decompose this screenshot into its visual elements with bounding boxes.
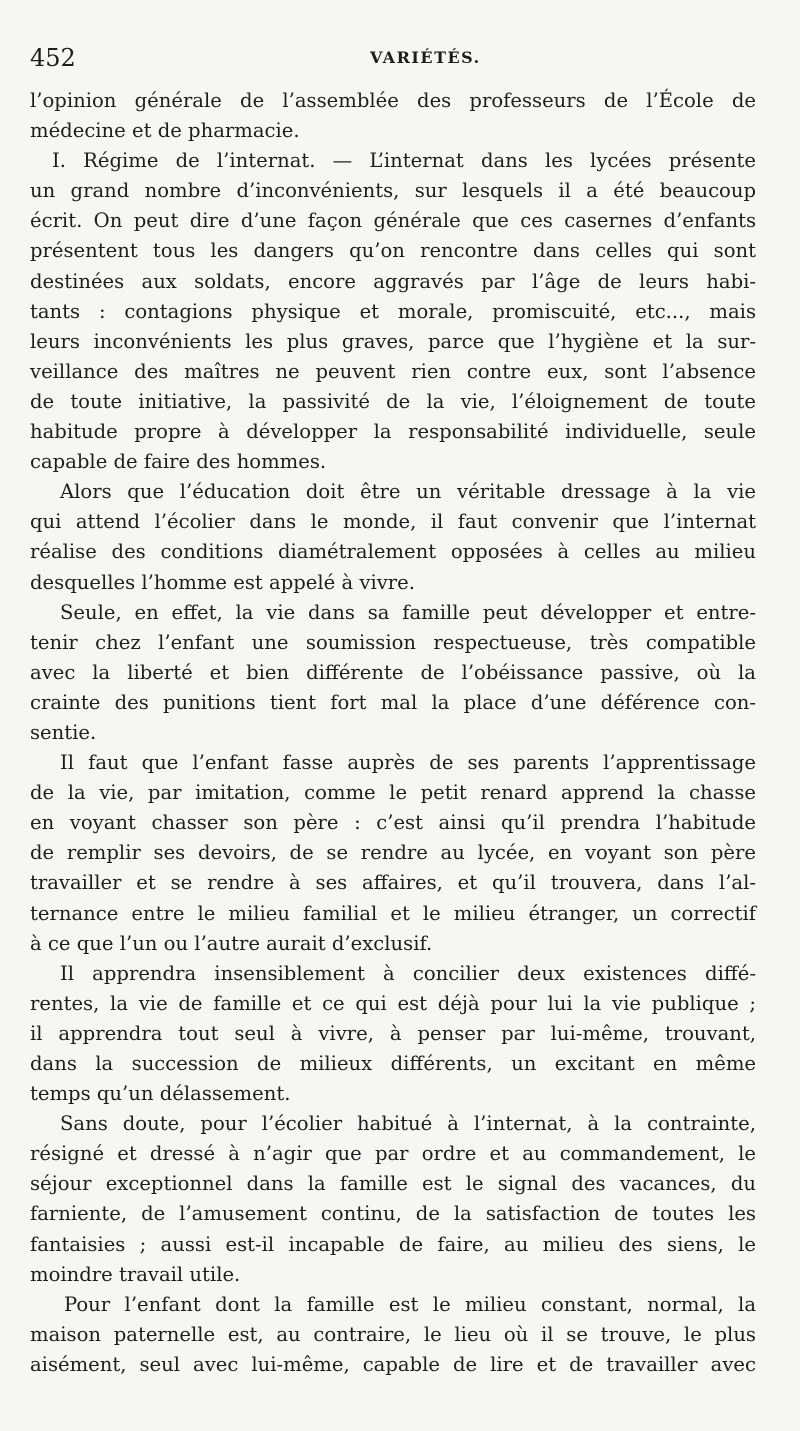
text-line: tants : contagions physique et morale, promiscuité, etc..., mais bbox=[30, 299, 756, 323]
paragraph-start: Sans doute, pour l’écolier habitué à l’internat, à la contrainte, bbox=[60, 1112, 756, 1136]
text-line: travailler et se rendre à ses affaires, et qu’il trouvera, dans l’al- bbox=[30, 871, 756, 895]
text-line: présentent tous les dangers qu’on rencontre dans celles qui sont bbox=[30, 239, 756, 263]
paragraph-start: Seule, en effet, la vie dans sa famille peut développer et entre- bbox=[60, 600, 756, 624]
paragraph-start: Pour l’enfant dont la famille est le milieu constant, normal, la bbox=[64, 1292, 756, 1316]
text-line: moindre travail utile. bbox=[30, 1262, 241, 1286]
text-line: tenir chez l’enfant une soumission respectueuse, très compatible bbox=[30, 630, 756, 654]
section-heading-line: I. Régime de l’internat. — L’internat dans les lycées présente bbox=[52, 149, 756, 173]
text-line: qui attend l’écolier dans le monde, il faut convenir que l’internat bbox=[30, 510, 756, 534]
text-line: crainte des punitions tient fort mal la place d’une déférence con- bbox=[30, 690, 756, 714]
text-line: de toute initiative, la passivité de la vie, l’éloignement de toute bbox=[30, 389, 756, 413]
text-line: réalise des conditions diamétralement opposées à celles au milieu bbox=[30, 540, 756, 564]
text-line: veillance des maîtres ne peuvent rien contre eux, sont l’absence bbox=[30, 359, 756, 383]
paragraph-start: Alors que l’éducation doit être un véritable dressage à la vie bbox=[60, 480, 756, 504]
text-line: capable de faire des hommes. bbox=[30, 450, 327, 474]
text-line: habitude propre à développer la responsabilité individuelle, seule bbox=[30, 420, 756, 444]
text-line: rentes, la vie de famille et ce qui est déjà pour lui la vie publique ; bbox=[30, 991, 756, 1015]
text-line: résigné et dressé à n’agir que par ordre et au commandement, le bbox=[30, 1142, 756, 1166]
text-line: de remplir ses devoirs, de se rendre au lycée, en voyant son père bbox=[30, 841, 756, 865]
text-line: à ce que l’un ou l’autre aurait d’exclusif. bbox=[30, 931, 433, 955]
text-line: de la vie, par imitation, comme le petit renard apprend la chasse bbox=[30, 781, 756, 805]
text-line: il apprendra tout seul à vivre, à penser par lui-même, trouvant, bbox=[30, 1021, 756, 1045]
text-line: en voyant chasser son père : c’est ainsi qu’il prendra l’habitude bbox=[30, 811, 756, 835]
text-line: aisément, seul avec lui-même, capable de lire et de travailler avec bbox=[30, 1352, 756, 1376]
text-line: sentie. bbox=[30, 720, 97, 744]
text-line: dans la succession de milieux différents, un excitant en même bbox=[30, 1052, 756, 1075]
text-line: destinées aux soldats, encore aggravés par l’âge de leurs habi- bbox=[30, 269, 756, 293]
text-line: leurs inconvénients les plus graves, parce que l’hygiène et la sur- bbox=[30, 329, 756, 353]
text-line: temps qu’un délassement. bbox=[30, 1082, 291, 1106]
text-line: écrit. On peut dire d’une façon générale que ces casernes d’enfants bbox=[30, 209, 756, 233]
running-head: VARIÉTÉS. bbox=[370, 48, 481, 67]
text-line: ternance entre le milieu familial et le milieu étranger, un correctif bbox=[30, 901, 756, 925]
text-line: un grand nombre d’inconvénients, sur lesquels il a été beaucoup bbox=[30, 179, 756, 203]
text-line: fantaisies ; aussi est-il incapable de faire, au milieu des siens, le bbox=[30, 1232, 756, 1256]
page-header bbox=[30, 44, 760, 80]
text-line: séjour exceptionnel dans la famille est le signal des vacances, du bbox=[30, 1172, 756, 1196]
paragraph-start: Il apprendra insensiblement à concilier deux existences diffé- bbox=[60, 961, 756, 985]
page-number: 452 bbox=[30, 44, 76, 72]
text-line: farniente, de l’amusement continu, de la satisfaction de toutes les bbox=[30, 1202, 756, 1226]
text-line: médecine et de pharmacie. bbox=[30, 119, 300, 143]
paragraph-start: Il faut que l’enfant fasse auprès de ses parents l’apprentissage bbox=[60, 751, 756, 775]
text-line: desquelles l’homme est appelé à vivre. bbox=[30, 570, 415, 594]
text-line: l’opinion générale de l’assemblée des professeurs de l’École de bbox=[30, 89, 756, 112]
body-text bbox=[30, 86, 756, 1380]
text-line: avec la liberté et bien différente de l’obéissance passive, où la bbox=[30, 660, 756, 684]
text-line: maison paternelle est, au contraire, le lieu où il se trouve, le plus bbox=[30, 1322, 756, 1346]
